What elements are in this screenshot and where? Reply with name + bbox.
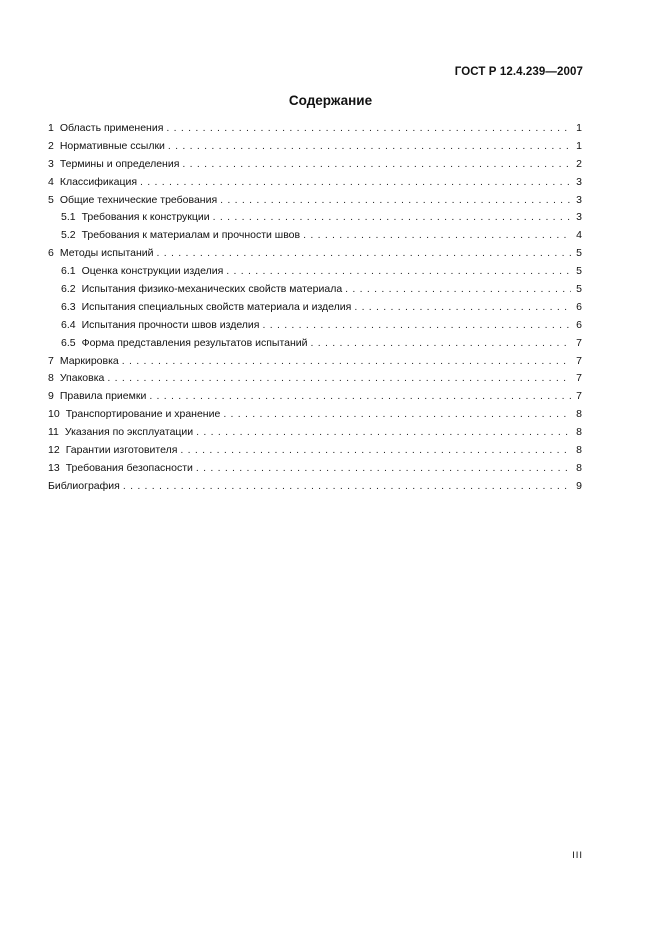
toc-dot-leader: [122, 353, 571, 371]
toc-entry[interactable]: [48, 406, 582, 424]
toc-entry-page: 8: [576, 461, 582, 474]
toc-entry[interactable]: [48, 192, 582, 210]
toc-entry[interactable]: [48, 424, 582, 442]
toc-entry-number: 8: [48, 372, 54, 385]
toc-entry-page: 3: [576, 211, 582, 224]
toc-entry[interactable]: [48, 335, 582, 353]
toc-dot-leader: [354, 299, 571, 317]
toc-entry[interactable]: [48, 317, 582, 335]
toc-entry[interactable]: [48, 370, 582, 388]
toc-entry[interactable]: [48, 460, 582, 478]
toc-entry-number: 5.2: [61, 229, 76, 242]
toc-dot-leader: [220, 192, 571, 210]
toc-entry-page: 5: [576, 265, 582, 278]
toc-dot-leader: [180, 442, 571, 460]
toc-entry-label: Классификация: [59, 175, 138, 188]
toc-dot-leader: [107, 370, 571, 388]
toc-entry-page: 9: [576, 479, 582, 492]
toc-entry-page: 3: [576, 193, 582, 206]
toc-entry-page: 7: [576, 354, 582, 367]
toc-entry[interactable]: [48, 138, 582, 156]
toc-entry-number: 6.2: [61, 283, 76, 296]
toc-entry-number: 5: [48, 193, 54, 206]
toc-entry-page: 5: [576, 247, 582, 260]
toc-entry-label: Нормативные ссылки: [59, 139, 165, 152]
toc-entry-label: Общие технические требования: [59, 193, 218, 206]
toc-entry[interactable]: [48, 281, 582, 299]
toc-entry-number: 4: [48, 175, 54, 188]
toc-entry-number: 12: [48, 444, 60, 457]
toc-entry[interactable]: [48, 263, 582, 281]
toc-dot-leader: [262, 317, 571, 335]
toc-entry-label: Форма представления результатов испытаний: [81, 336, 308, 349]
table-of-contents: [48, 120, 582, 496]
toc-entry[interactable]: [48, 120, 582, 138]
toc-entry-page: 5: [576, 283, 582, 296]
toc-entry-number: 2: [48, 139, 54, 152]
toc-dot-leader: [157, 245, 572, 263]
toc-entry-page: 6: [576, 300, 582, 313]
toc-entry-page: 7: [576, 390, 582, 403]
toc-entry-number: 11: [48, 426, 59, 439]
toc-entry-label: Маркировка: [59, 354, 119, 367]
toc-entry-label: Оценка конструкции изделия: [81, 265, 224, 278]
toc-entry-number: 6: [48, 247, 54, 260]
toc-entry-label: Требования к материалам и прочности швов: [81, 229, 301, 242]
toc-dot-leader: [168, 138, 571, 156]
toc-entry-page: 7: [576, 372, 582, 385]
toc-entry-number: 13: [48, 461, 60, 474]
toc-entry-label: Правила приемки: [59, 390, 147, 403]
toc-entry[interactable]: [48, 174, 582, 192]
toc-entry-label: Методы испытаний: [59, 247, 154, 260]
toc-entry[interactable]: [48, 299, 582, 317]
toc-entry-number: 1: [48, 122, 54, 134]
document-code: ГОСТ Р 12.4.239—2007: [454, 66, 583, 78]
toc-dot-leader: [140, 174, 571, 192]
toc-entry-number: 6.3: [61, 300, 76, 313]
toc-entry-label: Указания по эксплуатации: [64, 426, 194, 439]
toc-entry-page: 1: [576, 139, 582, 152]
toc-dot-leader: [311, 335, 571, 353]
toc-dot-leader: [182, 156, 571, 174]
toc-entry-page: 7: [576, 336, 582, 349]
toc-entry[interactable]: [48, 388, 582, 406]
toc-title: Содержание: [288, 93, 373, 108]
toc-entry-label: Испытания прочности швов изделия: [81, 318, 260, 331]
toc-dot-leader: [166, 120, 571, 138]
toc-dot-leader: [303, 227, 571, 245]
toc-dot-leader: [345, 281, 571, 299]
toc-entry-page: 6: [576, 318, 582, 331]
toc-entry-number: 3: [48, 157, 54, 170]
toc-entry-label: Область применения: [59, 122, 164, 134]
toc-entry[interactable]: [48, 442, 582, 460]
toc-entry-label: Транспортирование и хранение: [65, 408, 221, 421]
toc-entry-label: Упаковка: [59, 372, 105, 385]
toc-dot-leader: [123, 478, 571, 496]
toc-entry-number: 6.5: [61, 336, 76, 349]
toc-entry-label: Требования безопасности: [65, 461, 193, 474]
toc-dot-leader: [223, 406, 571, 424]
toc-entry-page: 4: [576, 229, 582, 242]
toc-entry-number: 6.4: [61, 318, 76, 331]
toc-entry-label: Требования к конструкции: [81, 211, 210, 224]
toc-dot-leader: [226, 263, 571, 281]
toc-entry-label: Библиография: [48, 479, 120, 492]
toc-entry-number: 5.1: [61, 211, 76, 224]
toc-entry-page: 8: [576, 408, 582, 421]
toc-entry-page: 3: [576, 175, 582, 188]
toc-dot-leader: [213, 209, 571, 227]
toc-dot-leader: [196, 460, 571, 478]
toc-dot-leader: [196, 424, 571, 442]
toc-entry-page: 8: [576, 444, 582, 457]
toc-entry[interactable]: [48, 156, 582, 174]
toc-entry-number: 9: [48, 390, 54, 403]
toc-entry-label: Испытания специальных свойств материала и изделия: [81, 300, 352, 313]
toc-entry-label: Испытания физико-механических свойств материала: [81, 283, 343, 296]
toc-entry[interactable]: [48, 227, 582, 245]
page-number: III: [572, 850, 583, 861]
toc-entry-page: 8: [576, 426, 582, 439]
toc-entry-label: Гарантии изготовителя: [65, 444, 178, 457]
toc-entry-number: 6.1: [61, 265, 76, 278]
toc-entry[interactable]: [48, 245, 582, 263]
toc-entry-page: 1: [576, 122, 582, 134]
toc-dot-leader: [149, 388, 571, 406]
toc-entry-number: 10: [48, 408, 60, 421]
toc-entry-number: 7: [48, 354, 54, 367]
toc-entry[interactable]: [48, 478, 582, 496]
toc-entry[interactable]: [48, 209, 582, 227]
toc-entry[interactable]: [48, 353, 582, 371]
toc-entry-page: 2: [576, 157, 582, 170]
toc-entry-label: Термины и определения: [59, 157, 180, 170]
